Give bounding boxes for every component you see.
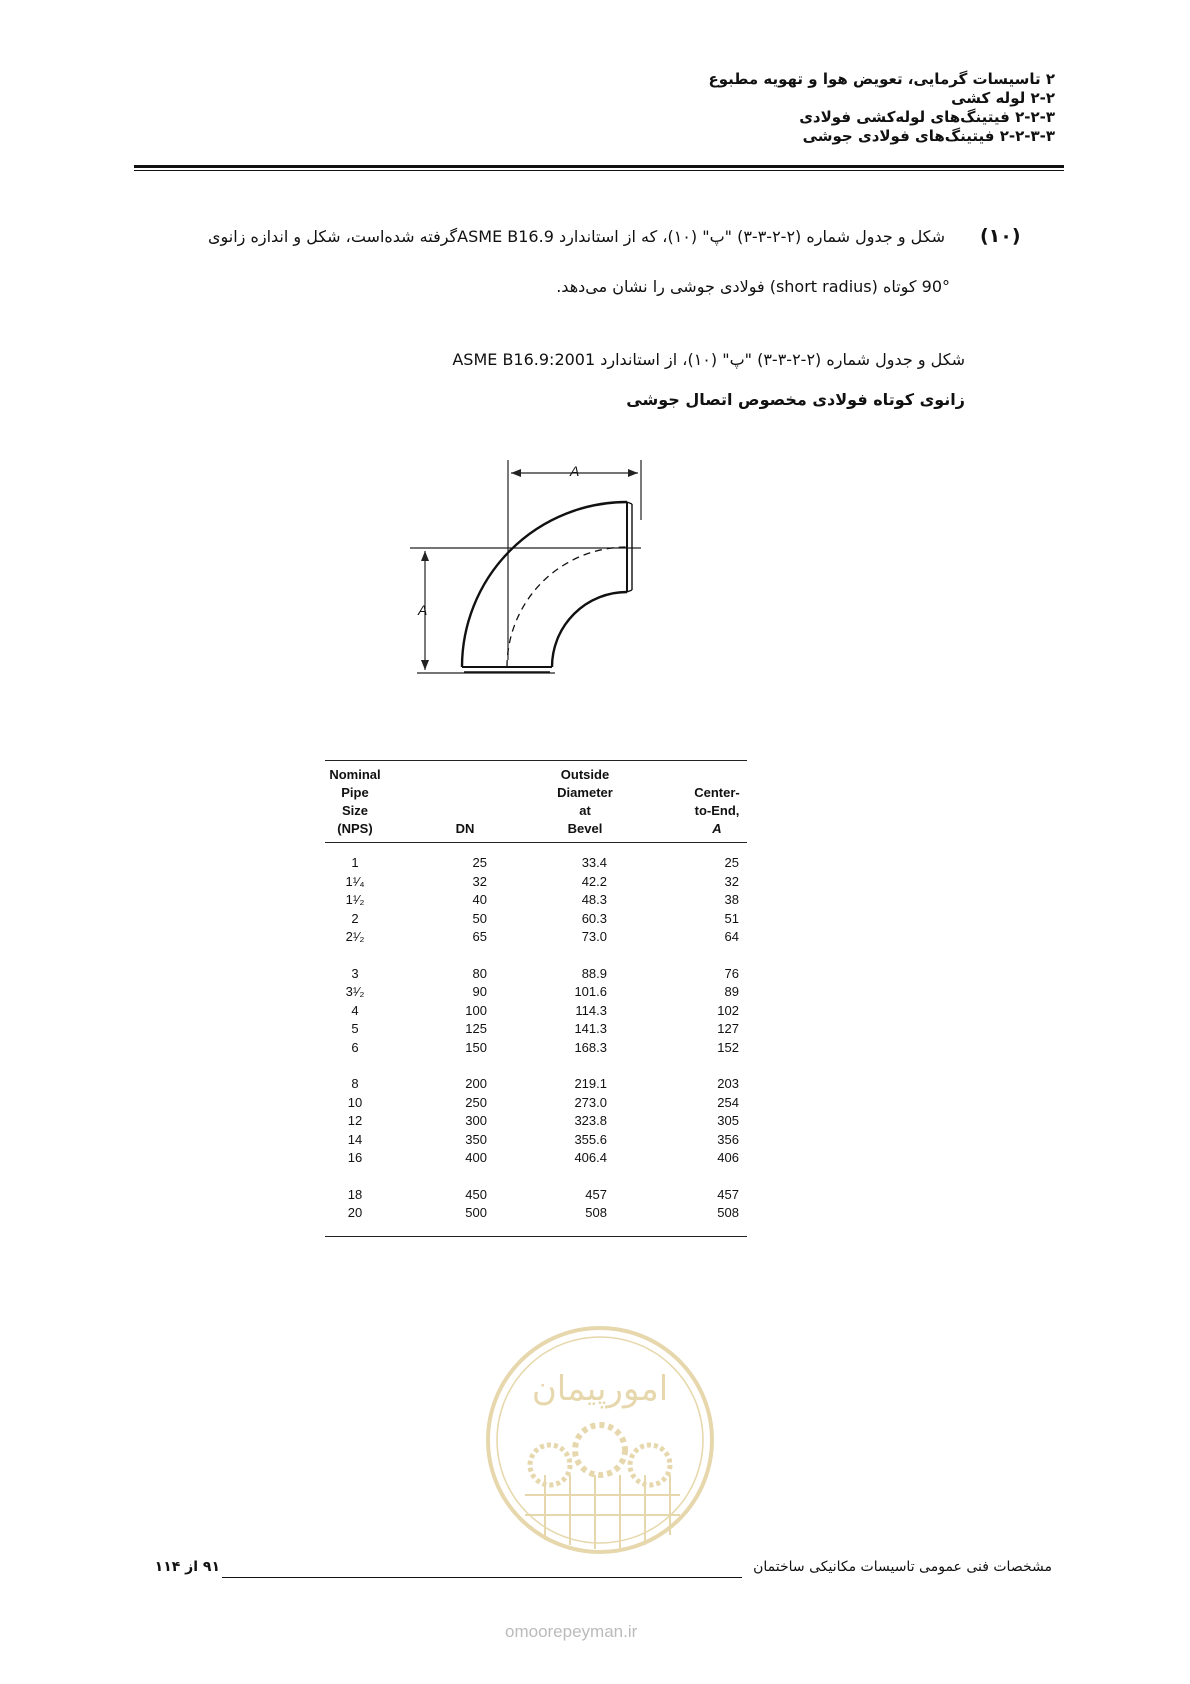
cell-nps: 2 (351, 910, 359, 926)
elbow-drawing (405, 455, 665, 685)
cell-center-to-end: 38 (724, 892, 739, 907)
table-row (325, 1075, 747, 1094)
cell-dn: 200 (465, 1076, 487, 1091)
dim-label-top: A (570, 463, 580, 479)
header-nps: Nominal Pipe Size (NPS) (329, 767, 381, 836)
header-outside-diameter: Outside Diameter at Bevel (557, 767, 613, 836)
cell-dn: 450 (465, 1186, 487, 1202)
cell-nps: 14 (347, 1131, 363, 1147)
cell-dn: 90 (472, 984, 487, 999)
header-rule-thick (134, 165, 1064, 168)
cell-od: 355.6 (574, 1131, 607, 1147)
footer-title: مشخصات فنی عمومی تاسیسات مکانیکی ساختمان (753, 1559, 1052, 1575)
cell-dn: 150 (465, 1039, 487, 1055)
cell-od: 168.3 (574, 1039, 607, 1055)
cell-od: 114.3 (575, 1002, 607, 1018)
table-row (325, 854, 747, 873)
cell-od: 73.0 (581, 929, 607, 944)
dim-label-side: A (418, 602, 428, 618)
cell-nps: 6 (351, 1039, 359, 1055)
header-line-1: ۲ تاسیسات گرمایی، تعویض هوا و تهویه مطبوع (708, 70, 1055, 88)
cell-nps: 5 (351, 1021, 359, 1036)
cell-center-to-end: 32 (724, 873, 739, 889)
cell-center-to-end: 89 (724, 984, 739, 999)
cell-center-to-end: 64 (724, 929, 739, 944)
cell-dn: 80 (472, 965, 487, 981)
table-row (325, 1131, 747, 1150)
cell-dn: 250 (465, 1094, 487, 1110)
cell-nps: 10 (347, 1094, 363, 1110)
cell-center-to-end: 102 (717, 1002, 739, 1018)
header-center-to-end: Center- to-End, A (694, 785, 740, 836)
cell-od: 60.3 (581, 910, 607, 926)
cell-nps: 18 (347, 1186, 363, 1202)
table-row (325, 1112, 747, 1131)
table-bottom-rule (325, 1236, 747, 1237)
cell-od: 88.9 (581, 965, 607, 981)
watermark-seal (485, 1325, 715, 1555)
header-rule-thin (134, 170, 1064, 171)
cell-dn: 25 (472, 855, 487, 870)
header-line-4: ۲-۲-۳-۳ فیتینگ‌های فولادی جوشی (802, 127, 1055, 145)
cell-center-to-end: 51 (724, 910, 739, 926)
cell-dn: 40 (472, 892, 487, 907)
figure-caption: شکل و جدول شماره (۲-۲-۳-۳) "پ" (۱۰)، از استاندارد ASME B16.9:2001 (452, 350, 965, 369)
cell-nps: 1¹⁄₄ (345, 873, 365, 889)
cell-dn: 350 (465, 1131, 487, 1147)
cell-dn: 125 (465, 1021, 487, 1036)
cell-center-to-end: 76 (724, 965, 739, 981)
cell-nps: 2¹⁄₂ (345, 929, 365, 944)
figure-subcaption: زانوی کوتاه فولادی مخصوص اتصال جوشی (626, 390, 965, 409)
table-row (325, 873, 747, 892)
cell-nps: 16 (347, 1150, 363, 1165)
table-row (325, 1039, 747, 1058)
table-row (325, 1149, 747, 1168)
cell-center-to-end: 152 (717, 1039, 739, 1055)
table-top-rule (325, 760, 747, 761)
cell-dn: 50 (472, 910, 487, 926)
cell-nps: 4 (351, 1002, 359, 1018)
cell-dn: 400 (465, 1150, 487, 1165)
cell-od: 48.3 (581, 892, 607, 907)
header-line-3: ۲-۲-۳ فیتینگ‌های لوله‌کشی فولادی (799, 108, 1055, 126)
cell-nps: 12 (347, 1113, 363, 1128)
table-row (325, 965, 747, 984)
cell-dn: 100 (465, 1002, 487, 1018)
cell-nps: 1 (351, 855, 359, 870)
cell-center-to-end: 305 (717, 1113, 739, 1128)
cell-od: 323.8 (574, 1113, 607, 1128)
cell-center-to-end: 25 (724, 855, 739, 870)
cell-nps: 3 (351, 965, 359, 981)
table-row (325, 1020, 747, 1039)
paragraph-line-2: 90° کوتاه (short radius) فولادی جوشی را نشان می‌دهد. (556, 277, 950, 296)
watermark-site: omoorepeyman.ir (505, 1622, 638, 1641)
footer-page: ۹۱ از ۱۱۴ (154, 1559, 220, 1575)
paragraph-line-1: شکل و جدول شماره (۲-۲-۳-۳) "پ" (۱۰)، که از استاندارد ASME B16.9گرفته شده‌است، شکل و اندازه زانوی (207, 227, 945, 246)
paragraph-number: (۱۰) (980, 225, 1021, 247)
table-row (325, 983, 747, 1002)
cell-center-to-end: 254 (717, 1094, 739, 1110)
table-row (325, 910, 747, 929)
table-row (325, 1002, 747, 1021)
cell-dn: 300 (465, 1113, 487, 1128)
footer-rule (222, 1577, 742, 1578)
cell-center-to-end: 457 (717, 1186, 739, 1202)
cell-dn: 32 (472, 873, 487, 889)
table-row (325, 1094, 747, 1113)
cell-od: 406.4 (574, 1150, 607, 1165)
cell-dn: 65 (472, 929, 487, 944)
cell-center-to-end: 356 (717, 1131, 739, 1147)
cell-center-to-end: 508 (717, 1205, 739, 1220)
cell-od: 457 (585, 1186, 607, 1202)
cell-center-to-end: 203 (717, 1076, 739, 1091)
cell-od: 141.3 (574, 1021, 607, 1036)
cell-od: 219.1 (574, 1076, 607, 1091)
table-row (325, 928, 747, 947)
cell-od: 273.0 (574, 1094, 607, 1110)
header-line-2: ۲-۲ لوله کشی (951, 89, 1055, 107)
cell-od: 508 (585, 1205, 607, 1220)
table-row (325, 1186, 747, 1205)
cell-center-to-end: 127 (717, 1021, 739, 1036)
cell-od: 33.4 (581, 855, 607, 870)
cell-od: 42.2 (581, 873, 607, 889)
watermark-seal-text: امورپیمان (531, 1369, 669, 1409)
cell-nps: 20 (347, 1205, 363, 1220)
header-dn: DN (455, 821, 475, 836)
table-header-rule (325, 842, 747, 843)
cell-nps: 3¹⁄₂ (345, 984, 365, 999)
cell-nps: 1¹⁄₂ (345, 892, 365, 907)
table-row (325, 1204, 747, 1223)
cell-center-to-end: 406 (717, 1150, 739, 1165)
cell-od: 101.6 (574, 984, 607, 999)
cell-nps: 8 (351, 1076, 359, 1091)
cell-dn: 500 (465, 1205, 487, 1220)
table-row (325, 891, 747, 910)
